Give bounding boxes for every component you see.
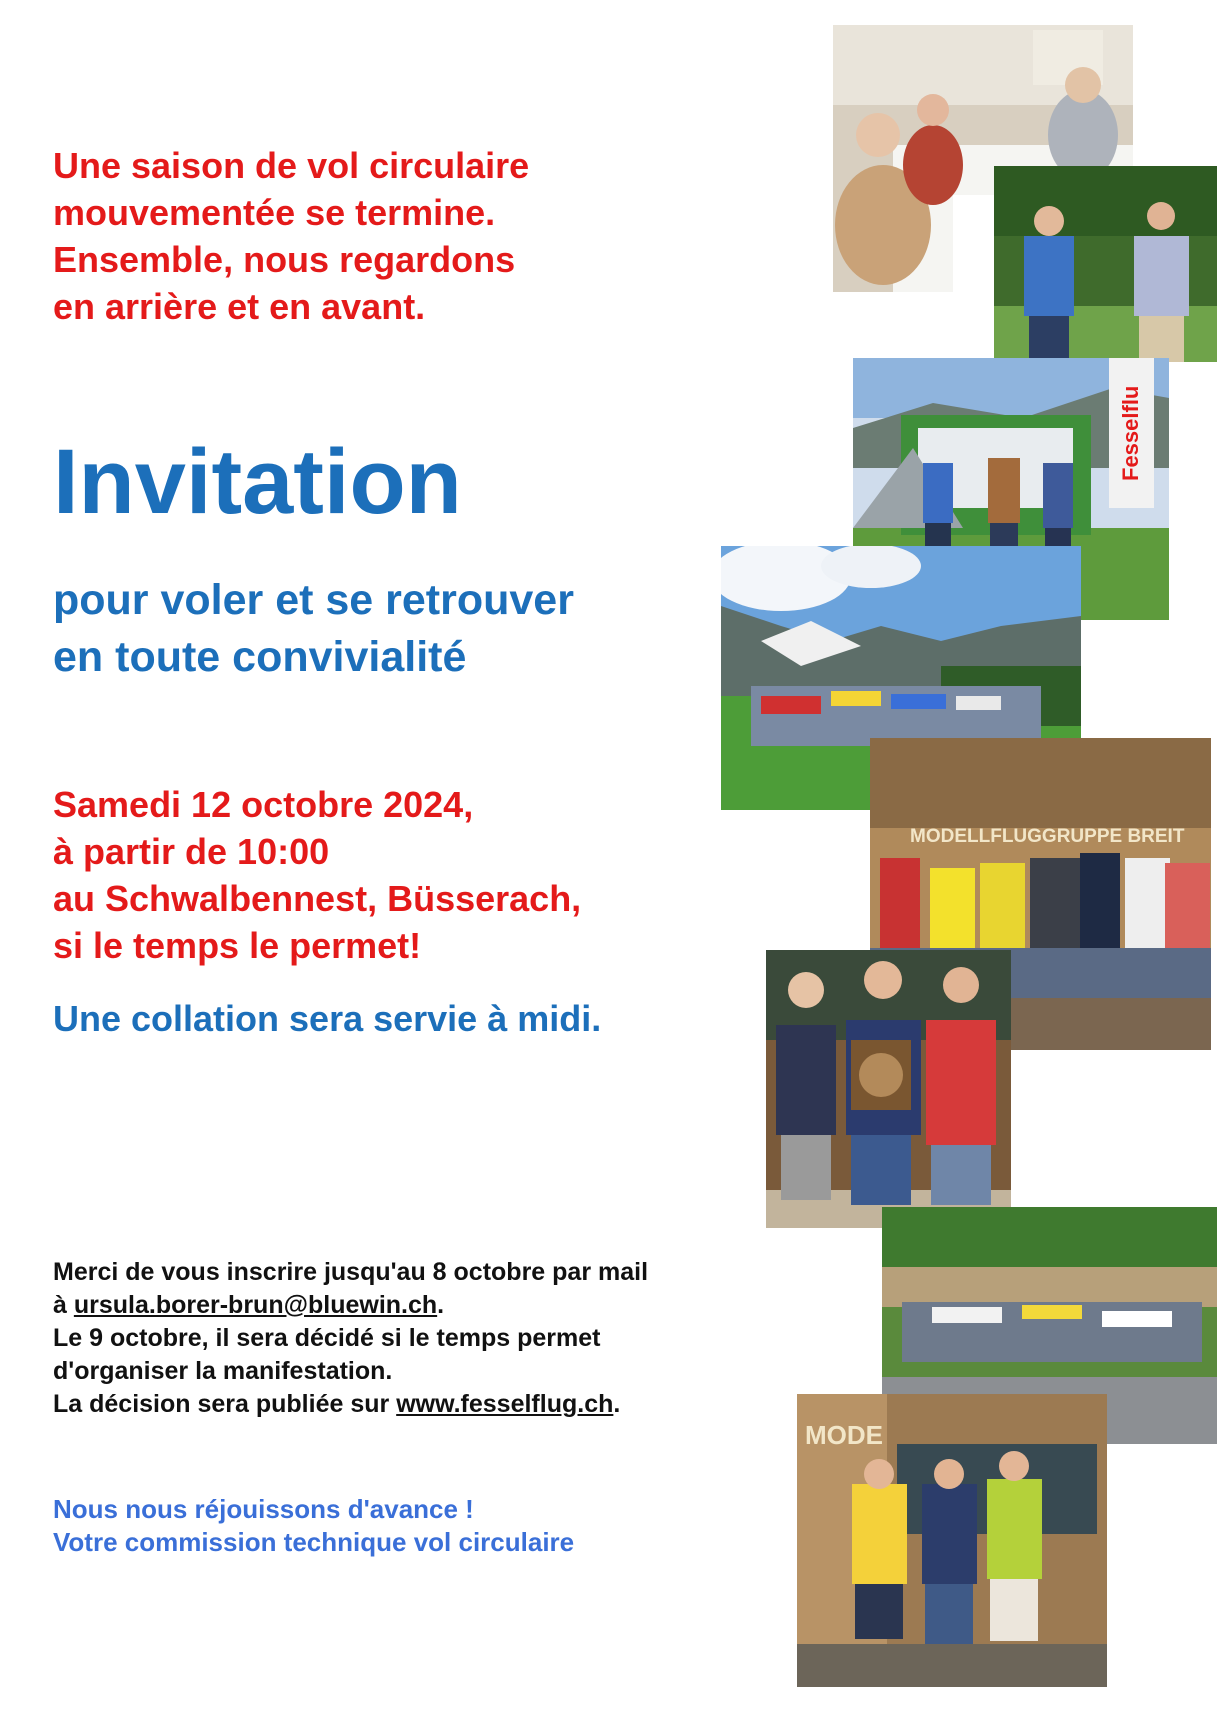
photo-winners-building (797, 1394, 1107, 1687)
event-time: à partir de 10:00 (53, 831, 330, 872)
website-link[interactable]: www.fesselflug.ch (396, 1390, 614, 1418)
lunch-note: Une collation sera servie à midi. (53, 998, 602, 1039)
closing-text (53, 1493, 574, 1559)
subtitle-line: en toute convivialité (53, 633, 467, 681)
intro-line: Ensemble, nous regardons (53, 239, 516, 280)
registration-line: d'organiser la manifestation. (53, 1357, 393, 1385)
registration-prefix: à (53, 1291, 74, 1319)
sign-text: MODELLFLUGGRUPPE BREIT (910, 826, 1185, 847)
subtitle (53, 572, 574, 686)
event-details (53, 781, 581, 969)
registration-info (53, 1256, 648, 1421)
photo-plaque-winners (766, 950, 1011, 1228)
registration-suffix: . (613, 1390, 621, 1418)
photo-two-men-launch (994, 166, 1217, 362)
event-location: au Schwalbennest, Büsserach, (53, 878, 582, 919)
subtitle-line: pour voler et se retrouver (53, 576, 574, 624)
registration-prefix: La décision sera publiée sur (53, 1390, 397, 1418)
sign-text: MODE (805, 1420, 883, 1450)
registration-line: Merci de vous inscrire jusqu'au 8 octobre par mail (53, 1258, 649, 1286)
intro-line: Une saison de vol circulaire (53, 145, 530, 186)
closing-line: Nous nous réjouissons d'avance ! (53, 1494, 474, 1524)
page-title: Invitation (53, 431, 462, 533)
registration-line (53, 1388, 648, 1421)
banner-text: Fesselflu (1118, 385, 1143, 481)
email-link[interactable]: ursula.borer-brun@bluewin.ch (73, 1291, 438, 1319)
intro-line: mouvementée se termine. (53, 192, 496, 233)
registration-suffix: . (437, 1291, 445, 1319)
event-date: Samedi 12 octobre 2024, (53, 784, 474, 825)
registration-line (53, 1289, 648, 1322)
closing-line: Votre commission technique vol circulaire (53, 1527, 575, 1557)
intro-line: en arrière et en avant. (53, 286, 426, 327)
event-weather-note: si le temps le permet! (53, 925, 422, 966)
intro-text (53, 142, 529, 330)
registration-line: Le 9 octobre, il sera décidé si le temps permet (53, 1324, 601, 1352)
